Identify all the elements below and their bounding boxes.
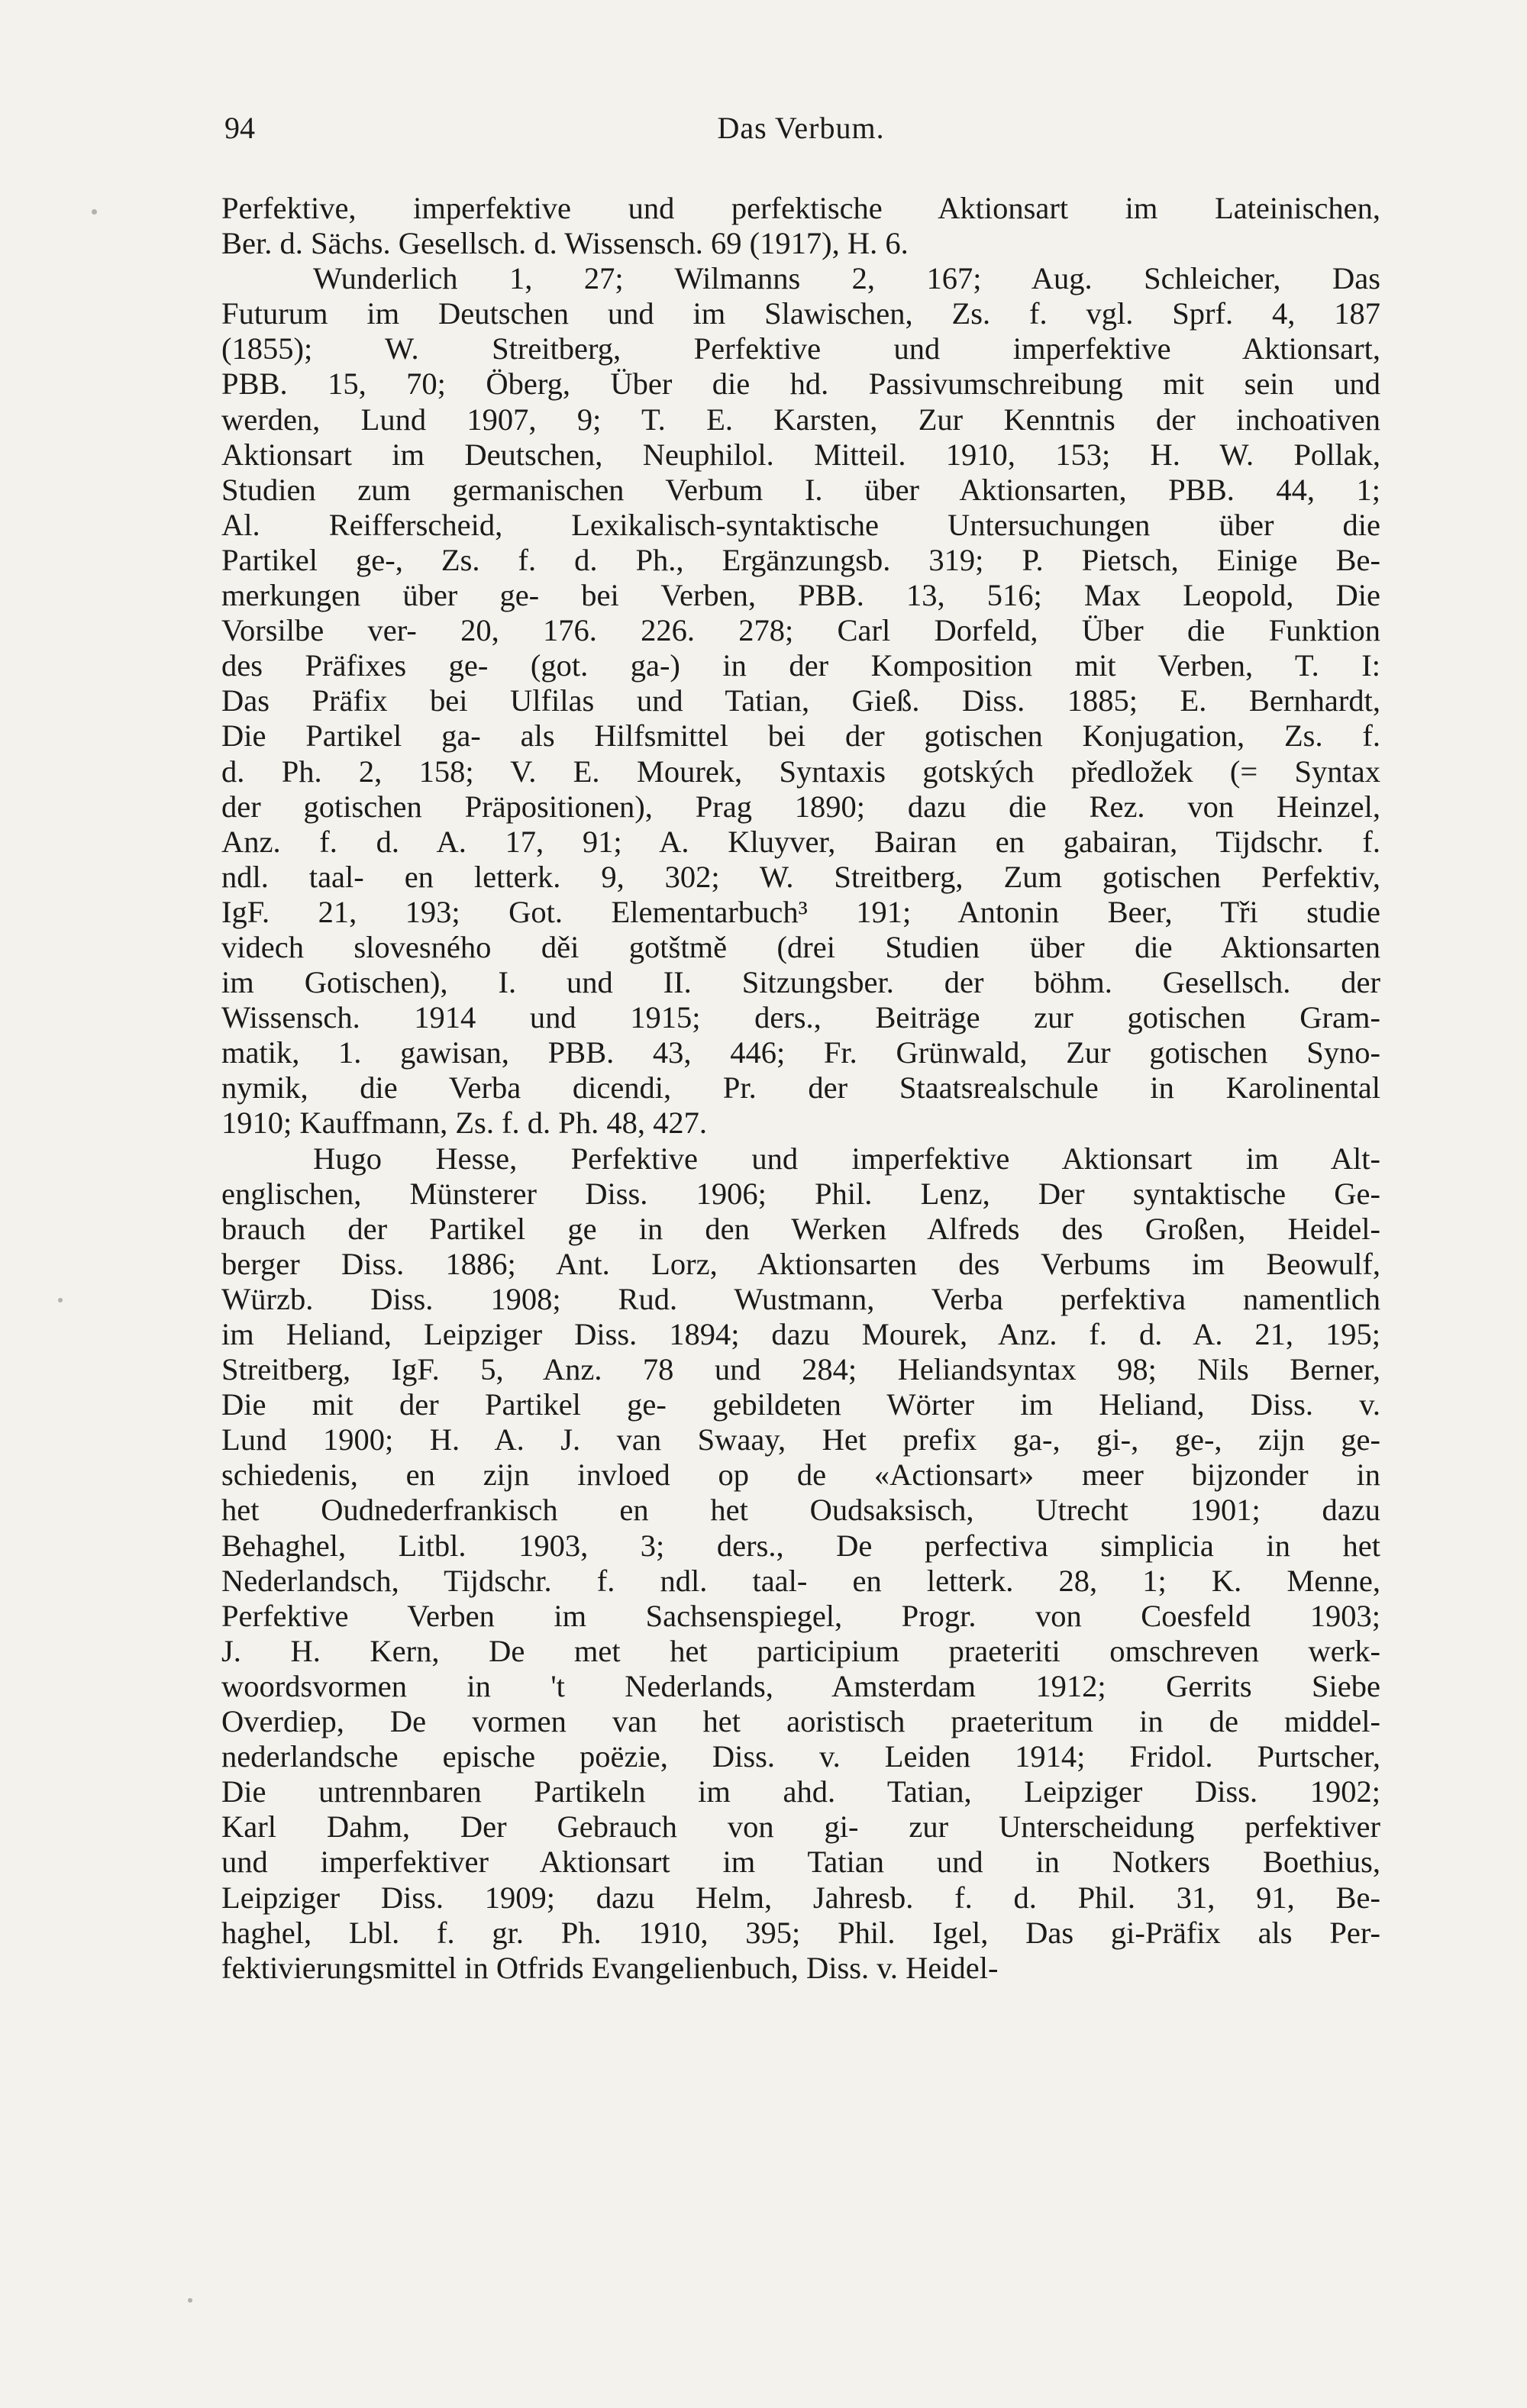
body-text [221, 191, 1380, 1986]
text-line: J. H. Kern, De met het participium praeteriti omschreven werk- [221, 1633, 1380, 1668]
text-line: fektivierungsmittel in Otfrids Evangelienbuch, Diss. v. Heidel- [221, 1950, 999, 1985]
text-line: PBB. 15, 70; Öberg, Über die hd. Passivumschreibung mit sein und [221, 366, 1380, 402]
text-line: und imperfektiver Aktionsart im Tatian und in Notkers Boethius, [221, 1845, 1380, 1880]
text-line: Lund 1900; H. A. J. van Swaay, Het prefix ga-, gi-, ge-, zijn ge- [221, 1422, 1380, 1457]
paragraph [221, 1141, 1380, 1986]
text-line: haghel, Lbl. f. gr. Ph. 1910, 395; Phil. Igel, Das gi-Präfix als Per- [221, 1915, 1380, 1950]
text-line: brauch der Partikel ge in den Werken Alfreds des Großen, Heidel- [221, 1211, 1380, 1246]
text-line: Die untrennbaren Partikeln im ahd. Tatian, Leipziger Diss. 1902; [221, 1774, 1380, 1809]
text-line: Die mit der Partikel ge- gebildeten Wörter im Heliand, Diss. v. [221, 1387, 1380, 1422]
scan-speck [58, 1298, 63, 1302]
text-line: des Präfixes ge- (got. ga-) in der Komposition mit Verben, T. I: [221, 648, 1380, 683]
text-line: werden, Lund 1907, 9; T. E. Karsten, Zur Kenntnis der inchoativen [221, 402, 1380, 437]
text-line: Aktionsart im Deutschen, Neuphilol. Mitteil. 1910, 153; H. W. Pollak, [221, 437, 1380, 472]
text-line: schiedenis, en zijn invloed op de «Actionsart» meer bijzonder in [221, 1457, 1380, 1493]
text-line: englischen, Münsterer Diss. 1906; Phil. Lenz, Der syntaktische Ge- [221, 1176, 1380, 1211]
page-header [224, 113, 1377, 159]
text-line: Perfektive, imperfektive und perfektische Aktionsart im Lateinischen, [221, 191, 1380, 225]
scan-speck [188, 2298, 192, 2303]
text-line: Partikel ge-, Zs. f. d. Ph., Ergänzungsb. 319; P. Pietsch, Einige Be- [221, 542, 1380, 577]
text-line: (1855); W. Streitberg, Perfektive und imperfektive Aktionsart, [221, 331, 1380, 366]
text-line: Karl Dahm, Der Gebrauch von gi- zur Unterscheidung perfektiver [221, 1809, 1380, 1845]
text-line: Anz. f. d. A. 17, 91; A. Kluyver, Bairan en gabairan, Tijdschr. f. [221, 824, 1380, 859]
text-line: Das Präfix bei Ulfilas und Tatian, Gieß. Diss. 1885; E. Bernhardt, [221, 683, 1380, 718]
text-line: merkungen über ge- bei Verben, PBB. 13, 516; Max Leopold, Die [221, 578, 1380, 613]
text-line: Nederlandsch, Tijdschr. f. ndl. taal- en letterk. 28, 1; K. Menne, [221, 1563, 1380, 1598]
text-line: matik, 1. gawisan, PBB. 43, 446; Fr. Grünwald, Zur gotischen Syno- [221, 1035, 1380, 1070]
text-line: Overdiep, De vormen van het aoristisch praeteritum in de middel- [221, 1704, 1380, 1739]
text-line: Wunderlich 1, 27; Wilmanns 2, 167; Aug. Schleicher, Das [313, 261, 1380, 296]
scan-speck [92, 209, 97, 215]
text-line: Al. Reifferscheid, Lexikalisch-syntaktische Untersuchungen über die [221, 507, 1380, 542]
text-line: Würzb. Diss. 1908; Rud. Wustmann, Verba perfektiva namentlich [221, 1281, 1380, 1316]
text-line: videch slovesného děi gotštmě (drei Studien über die Aktionsarten [221, 929, 1380, 964]
text-line: d. Ph. 2, 158; V. E. Mourek, Syntaxis gotských předložek (= Syntax [221, 754, 1380, 789]
page-number: 94 [224, 111, 255, 145]
text-line: Wissensch. 1914 und 1915; ders., Beiträge zur gotischen Gram- [221, 1000, 1380, 1035]
text-line: im Heliand, Leipziger Diss. 1894; dazu Mourek, Anz. f. d. A. 21, 195; [221, 1317, 1380, 1351]
text-line: Perfektive Verben im Sachsenspiegel, Progr. von Coesfeld 1903; [221, 1598, 1380, 1633]
text-line: Die Partikel ga- als Hilfsmittel bei der gotischen Konjugation, Zs. f. [221, 718, 1380, 754]
text-line: der gotischen Präpositionen), Prag 1890; dazu die Rez. von Heinzel, [221, 789, 1380, 824]
paragraph [221, 261, 1380, 1141]
text-line: Futurum im Deutschen und im Slawischen, Zs. f. vgl. Sprf. 4, 187 [221, 296, 1380, 331]
text-line: Leipziger Diss. 1909; dazu Helm, Jahresb. f. d. Phil. 31, 91, Be- [221, 1880, 1380, 1915]
text-line: woordsvormen in 't Nederlands, Amsterdam 1912; Gerrits Siebe [221, 1668, 1380, 1703]
text-line: Streitberg, IgF. 5, Anz. 78 und 284; Heliandsyntax 98; Nils Berner, [221, 1352, 1380, 1387]
text-line: Vorsilbe ver- 20, 176. 226. 278; Carl Dorfeld, Über die Funktion [221, 613, 1380, 648]
text-line: Behaghel, Litbl. 1903, 3; ders., De perfectiva simplicia in het [221, 1528, 1380, 1563]
text-line: Hugo Hesse, Perfektive und imperfektive Aktionsart im Alt- [313, 1141, 1380, 1176]
text-line: Studien zum germanischen Verbum I. über Aktionsarten, PBB. 44, 1; [221, 472, 1380, 507]
text-line: nymik, die Verba dicendi, Pr. der Staatsrealschule in Karolinental [221, 1070, 1380, 1106]
text-line: Ber. d. Sächs. Gesellsch. d. Wissensch. 69 (1917), H. 6. [221, 226, 909, 261]
running-title: Das Verbum. [717, 111, 885, 145]
text-line: berger Diss. 1886; Ant. Lorz, Aktionsarten des Verbums im Beowulf, [221, 1246, 1380, 1281]
text-line: nederlandsche epische poëzie, Diss. v. Leiden 1914; Fridol. Purtscher, [221, 1739, 1380, 1774]
text-line: ndl. taal- en letterk. 9, 302; W. Streitberg, Zum gotischen Perfektiv, [221, 859, 1380, 894]
paragraph [221, 191, 1380, 261]
text-line: het Oudnederfrankisch en het Oudsaksisch, Utrecht 1901; dazu [221, 1493, 1380, 1528]
text-line: im Gotischen), I. und II. Sitzungsber. der böhm. Gesellsch. der [221, 965, 1380, 1000]
text-line: IgF. 21, 193; Got. Elementarbuch³ 191; Antonin Beer, Tři studie [221, 894, 1380, 929]
text-line: 1910; Kauffmann, Zs. f. d. Ph. 48, 427. [221, 1106, 707, 1141]
